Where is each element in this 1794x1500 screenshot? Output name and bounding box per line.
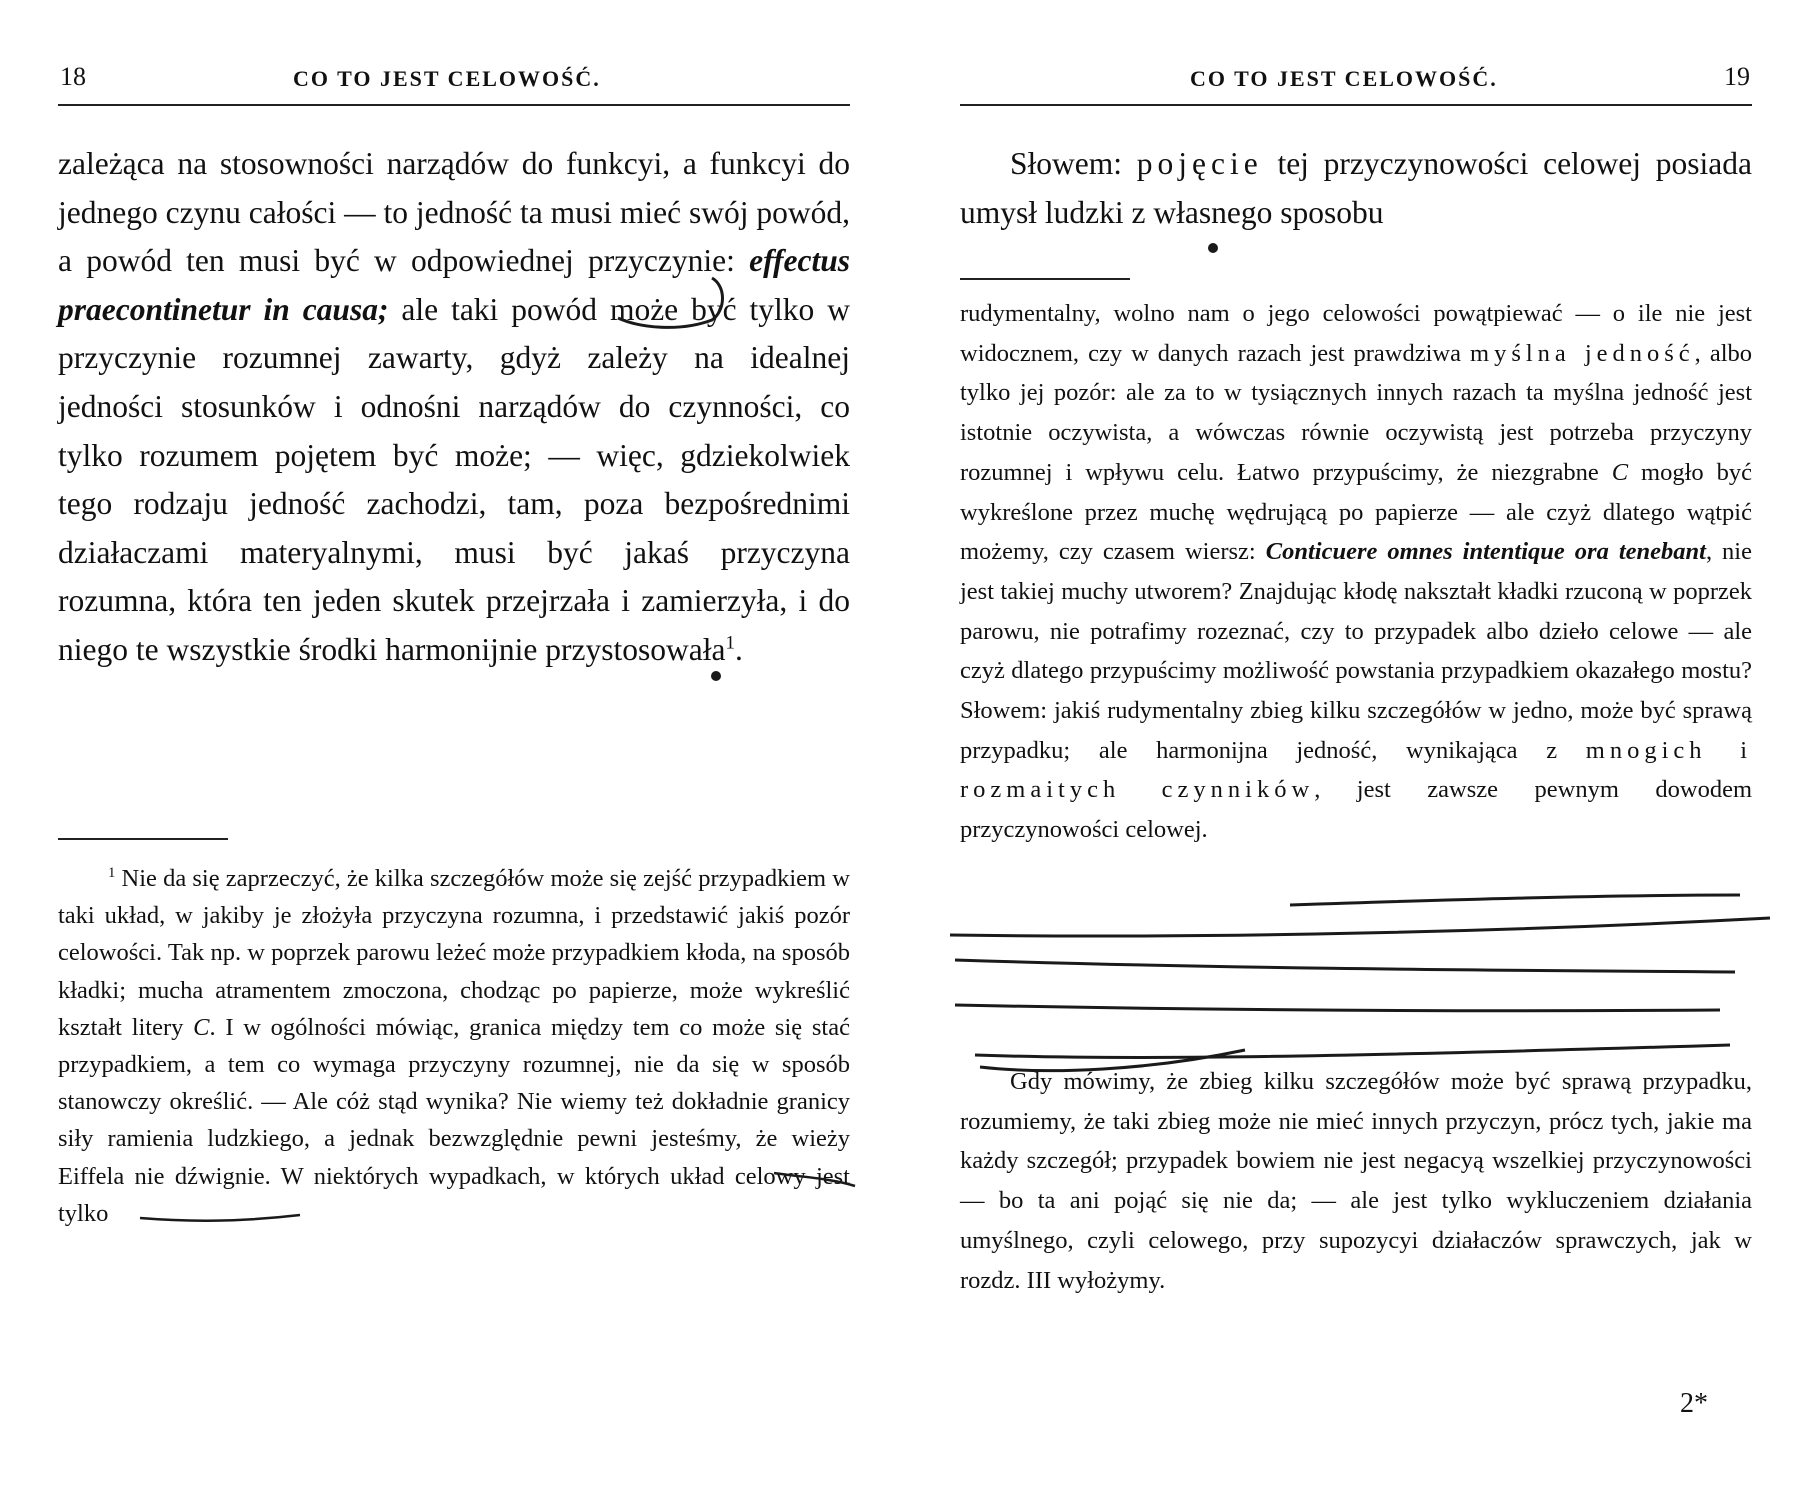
fc-latin-verse: Conticuere omnes intentique ora tenebant <box>1265 538 1706 566</box>
right-main-text-part2: tej przyczynowości celowej posiada umysł ludzki z własnego sposobu <box>960 146 1752 230</box>
right-main-text <box>960 140 1752 237</box>
fc-part-e: , jest zawsze pewnym dowodem przyczynowości celowej. <box>960 776 1752 844</box>
fc-part-d: , nie jest takiej muchy utworem? Znajdując kłodę nakształt kładki rzuconą w poprzek parowu, nie potrafimy rozeznać, czy to przypadek albo dzieło celowe — ale czyż dlatego przypuścimy możliwość powstania przypadkiem okazałego mostu? Słowem: jakiś rudymentalny zbieg kilku szczegółów w jedno, może być sprawą przypadku; ale harmonijna jedność, wynikająca z <box>960 538 1752 764</box>
left-main-text-part1: zależąca na stosowności narządów do funkcyi, a funkcyi do jednego czynu całości — to jedność ta musi mieć swój powód, a powód ten musi być w odpowiednej przyczynie: <box>58 146 850 279</box>
right-main-text-part1: Słowem: <box>1010 146 1137 181</box>
fc-spaced-myslna-jednosc: myślna jedność <box>1470 339 1695 367</box>
footnote-letter-c: C <box>193 1013 210 1041</box>
footnote-separator-right <box>960 278 1130 280</box>
left-main-text <box>58 140 850 675</box>
footnote-text-part1: Nie da się zaprzeczyć, że kilka szczegółów może się zejść przypadkiem w taki układ, w jakiby je złożyła przyczyna rozumna, i przedstawić jakiś pozór celowości. Tak np. w poprzek parowu leżeć może przypadkiem kłoda, na sposób kładki; mucha atramentem zmoczona, chodząc po papierze, może wykreślić kształt litery <box>58 865 850 1041</box>
footnote-separator <box>58 838 228 840</box>
footnote <box>58 860 850 1232</box>
left-running-head: CO TO JEST CELOWOŚĆ. <box>293 66 601 91</box>
footnote-continuation-paragraph2: Gdy mówimy, że zbieg kilku szczegółów może być sprawą przypadku, rozumiemy, że taki zbieg może nie mieć innych przyczyn, prócz tych, jakie ma każdy szczegół; przypadek bowiem nie jest negacyą wszelkiej przyczynowości — bo ta ani pojąć się nie da; — ale jest tylko wykluczeniem działania umyślnego, czyli celowego, przy supozycyi działaczów sprawczych, jak w rozdz. III wyłożymy. <box>960 1068 1752 1294</box>
fc-part-b: , albo tylko jej pozór: ale za to w tysiącznych innych razach ta myślna jedność jest istotnie oczywista, a wówczas równie oczywistą jest potrzeba przyczyny rozumnej i wpływu celu. Łatwo przypuścimy, że niezgrabne <box>960 339 1752 486</box>
fc-part-c: mogło być wykreślone przez muchę wędrującą po papierze — ale czyż dlatego wątpić możemy, czy czasem wiersz: <box>960 458 1752 566</box>
right-page-header <box>960 62 1752 92</box>
right-header-rule <box>960 104 1752 106</box>
footnote-continuation <box>960 294 1752 850</box>
left-page-number: 18 <box>60 62 86 91</box>
signature-mark: 2* <box>1680 1388 1708 1419</box>
spaced-word-pojecie: pojęcie <box>1136 146 1263 181</box>
footnote-text-part2: . I w ogólności mówiąc, granica między tem co może się stać przypadkiem, a tem co wymaga przyczyny rozumnej, nie da się w sposób stanowczy określić. — Ale cóż stąd wynika? Nie wiemy też dokładnie granicy siły ramienia ludzkiego, a jednak bezwzględnie pewni jesteśmy, że wieży Eiffela nie dźwignie. W niektórych wypadkach, w których układ celowy jest tylko <box>58 1013 850 1227</box>
left-page <box>58 0 850 1500</box>
right-page <box>960 0 1752 1500</box>
left-main-text-part2: ale taki powód może być tylko w przyczynie rozumnej zawarty, gdyż zależy na idealnej jedności stosunków i odnośni narządów do czynności, co tylko rozumem pojętem być może; — więc, gdziekolwiek tego rodzaju jedność zachodzi, tam, poza bezpośrednimi działaczami materyalnymi, musi być jakaś przyczyna rozumna, która ten jeden skutek przejrzała i zamierzyła, i do niego te wszystkie środki harmonijnie przystosowała <box>58 291 850 667</box>
left-main-text-end: . <box>734 631 743 667</box>
footnote-marker: 1 <box>108 864 116 881</box>
left-page-header <box>58 62 850 92</box>
right-running-head: CO TO JEST CELOWOŚĆ. <box>1190 66 1498 91</box>
latin-phrase: effectus praecontinetur in causa; <box>58 243 850 327</box>
fc-spaced-mnogich: mnogich i rozmaitych czynników <box>960 736 1752 804</box>
fc-letter-c: C <box>1611 458 1629 486</box>
fc-part-a: rudymentalny, wolno nam o jego celowości powątpiewać — o ile nie jest widocznem, czy w danych razach jest prawdziwa <box>960 300 1752 367</box>
footnote-reference: 1 <box>725 632 735 654</box>
left-header-rule <box>58 104 850 106</box>
right-page-number: 19 <box>1724 62 1750 91</box>
